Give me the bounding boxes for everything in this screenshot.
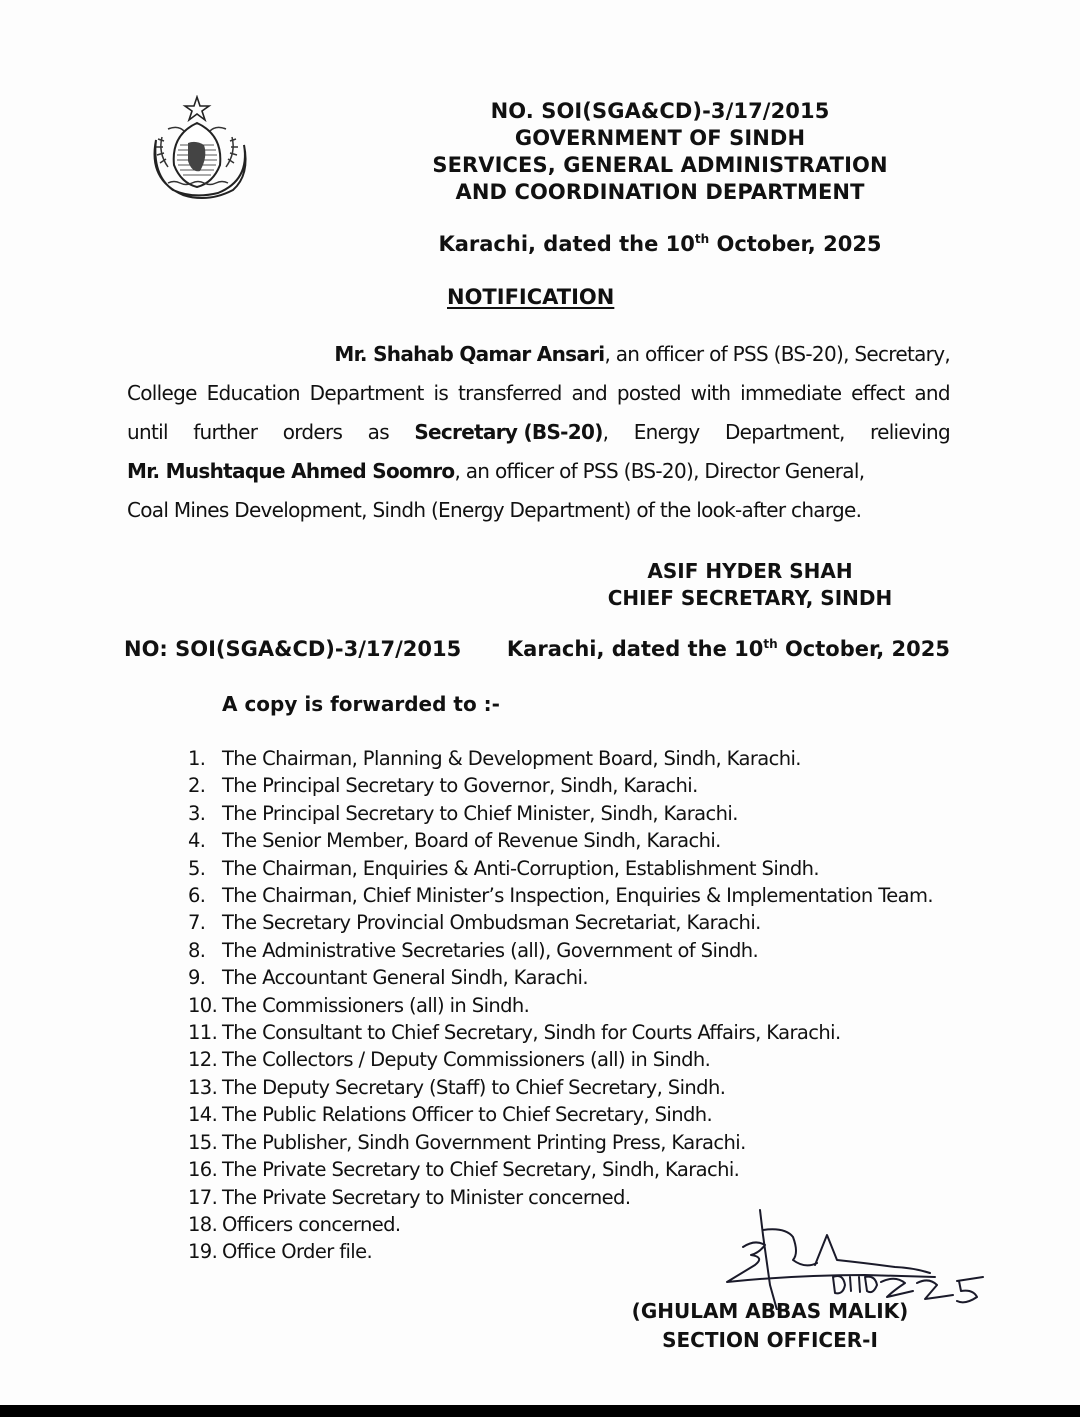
distribution-list-item — [188, 964, 933, 991]
officer-designation: SECTION OFFICER-I — [662, 1328, 878, 1352]
notification-body — [127, 335, 950, 530]
list-item-text: The Chairman, Enquiries & Anti-Corruption, Establishment Sindh. — [222, 856, 820, 880]
list-item-number: 2. — [188, 774, 206, 798]
text-fragment: Karachi, dated the 10 — [506, 637, 764, 661]
text-fragment: is — [433, 381, 449, 405]
list-item-text: The Collectors / Deputy Commissioners (all) in Sindh. — [222, 1048, 711, 1072]
list-item-number: 1. — [188, 747, 206, 770]
new-post-title: Secretary (BS-20) — [414, 420, 603, 444]
distribution-list-item — [188, 909, 933, 936]
list-item-text: The Principal Secretary to Governor, Sindh, Karachi. — [222, 774, 698, 798]
list-item-number: 15. — [188, 1130, 218, 1154]
officer-name: (GHULAM ABBAS MALIK) — [631, 1299, 909, 1323]
issue-date — [400, 232, 920, 256]
text-fragment: Education — [206, 381, 300, 405]
text-fragment: further — [193, 420, 258, 444]
text-fragment: and — [914, 381, 950, 405]
body-line-2 — [127, 374, 950, 413]
list-item-number: 14. — [188, 1103, 218, 1127]
distribution-list-item — [188, 882, 933, 909]
list-item-number: 18. — [188, 1212, 218, 1236]
text-fragment: , — [602, 420, 609, 444]
text-fragment: October, 2025 — [777, 637, 950, 661]
distribution-list-item — [188, 937, 933, 964]
reference-number: NO. SOI(SGA&CD)-3/17/2015 — [490, 99, 830, 123]
list-item-text: The Public Relations Officer to Chief Secretary, Sindh. — [222, 1103, 713, 1127]
text-fragment: effect — [851, 381, 905, 405]
notification-title: NOTIFICATION — [447, 285, 615, 309]
text-fragment: until — [127, 420, 168, 444]
list-item-text: The Secretary Provincial Ombudsman Secretariat, Karachi. — [222, 911, 761, 935]
officer-name-posted: Mr. Shahab Qamar Ansari — [334, 342, 605, 366]
list-item-text: The Chairman, Chief Minister’s Inspection, Enquiries & Implementation Team. — [222, 884, 933, 908]
list-item-number: 7. — [188, 911, 206, 935]
body-line-4 — [127, 452, 950, 491]
text-fragment: Energy — [633, 420, 700, 444]
list-item-text: The Publisher, Sindh Government Printing Press, Karachi. — [222, 1130, 746, 1154]
list-item-text: The Principal Secretary to Chief Minister, Sindh, Karachi. — [222, 801, 738, 825]
text-fragment: with — [690, 381, 731, 405]
distribution-list-item — [188, 772, 933, 799]
list-item-number: 5. — [188, 856, 206, 880]
document-header — [400, 98, 920, 206]
list-item-text: Officers concerned. — [222, 1212, 401, 1236]
signatory-name: ASIF HYDER SHAH — [647, 559, 853, 583]
text-fragment: , an officer of PSS (BS-20), Secretary, — [604, 342, 950, 366]
body-line-5 — [127, 491, 950, 530]
text-fragment: immediate — [740, 381, 842, 405]
distribution-list-item — [188, 992, 933, 1019]
distribution-list-item — [188, 745, 933, 772]
list-item-number: 3. — [188, 801, 206, 825]
list-item-number: 10. — [188, 993, 218, 1017]
distribution-list-item — [188, 1019, 933, 1046]
list-item-text: The Consultant to Chief Secretary, Sindh for Courts Affairs, Karachi. — [222, 1021, 841, 1045]
department-name-line2: AND COORDINATION DEPARTMENT — [455, 180, 865, 204]
handwritten-signature-icon — [715, 1205, 1025, 1310]
text-fragment: relieving — [870, 420, 950, 444]
list-item-text: The Commissioners (all) in Sindh. — [222, 993, 530, 1017]
distribution-list — [188, 745, 933, 1266]
list-item-number: 17. — [188, 1185, 218, 1209]
text-fragment: Department — [309, 381, 424, 405]
officer-name-relieved: Mr. Mushtaque Ahmed Soomro — [127, 459, 455, 483]
government-name: GOVERNMENT OF SINDH — [514, 126, 806, 150]
list-item-number: 16. — [188, 1158, 218, 1182]
distribution-list-item — [188, 1129, 933, 1156]
text-fragment: Department, — [724, 420, 845, 444]
list-item-text: The Private Secretary to Minister concerned. — [222, 1185, 631, 1209]
list-item-text: The Administrative Secretaries (all), Government of Sindh. — [222, 938, 759, 962]
distribution-list-item — [188, 827, 933, 854]
text-fragment: th — [694, 232, 710, 246]
text-fragment: Coal Mines Development, Sindh (Energy Department) of the look-after charge. — [127, 498, 862, 522]
list-item-text: The Private Secretary to Chief Secretary, Sindh, Karachi. — [222, 1158, 740, 1182]
distribution-list-item — [188, 1046, 933, 1073]
section-officer-signatory — [590, 1297, 950, 1355]
body-line-1 — [127, 335, 950, 374]
copy-forwarded-heading: A copy is forwarded to :- — [222, 692, 500, 716]
list-item-text: Office Order file. — [222, 1240, 373, 1264]
distribution-list-item — [188, 855, 933, 882]
text-fragment: Karachi, dated the 10 — [438, 232, 695, 256]
endorsement-ref-number: NO: SOI(SGA&CD)-3/17/2015 — [124, 637, 462, 661]
text-fragment: orders — [282, 420, 343, 444]
list-item-number: 8. — [188, 938, 206, 962]
list-item-number: 6. — [188, 884, 206, 908]
text-fragment: October, 2025 — [709, 232, 882, 256]
list-item-number: 19. — [188, 1240, 218, 1264]
text-fragment: th — [763, 637, 778, 651]
list-item-number: 13. — [188, 1075, 218, 1099]
text-fragment: College — [127, 381, 197, 405]
list-item-number: 11. — [188, 1021, 218, 1045]
department-name-line1: SERVICES, GENERAL ADMINISTRATION — [432, 153, 888, 177]
chief-secretary-signatory — [560, 558, 940, 612]
list-item-text: The Chairman, Planning & Development Board, Sindh, Karachi. — [222, 747, 801, 770]
list-item-number: 9. — [188, 966, 206, 990]
text-fragment: as — [367, 420, 389, 444]
text-fragment: and — [571, 381, 608, 405]
text-fragment: , an officer of PSS (BS-20), Director General, — [454, 459, 865, 483]
distribution-list-item — [188, 1101, 933, 1128]
sindh-government-emblem-icon — [138, 95, 256, 205]
body-line-3 — [127, 413, 950, 452]
endorsement-date — [507, 637, 950, 661]
endorsement-reference-row — [124, 637, 950, 661]
signatory-designation: CHIEF SECRETARY, SINDH — [607, 586, 893, 610]
list-item-text: The Accountant General Sindh, Karachi. — [222, 966, 588, 990]
text-fragment: transferred — [457, 381, 562, 405]
text-fragment: posted — [616, 381, 681, 405]
list-item-number: 12. — [188, 1048, 218, 1072]
list-item-text: The Deputy Secretary (Staff) to Chief Secretary, Sindh. — [222, 1075, 726, 1099]
distribution-list-item — [188, 800, 933, 827]
screen-bottom-bar — [0, 1405, 1080, 1417]
distribution-list-item — [188, 1156, 933, 1183]
list-item-text: The Senior Member, Board of Revenue Sindh, Karachi. — [222, 829, 721, 853]
list-item-number: 4. — [188, 829, 206, 853]
distribution-list-item — [188, 1074, 933, 1101]
